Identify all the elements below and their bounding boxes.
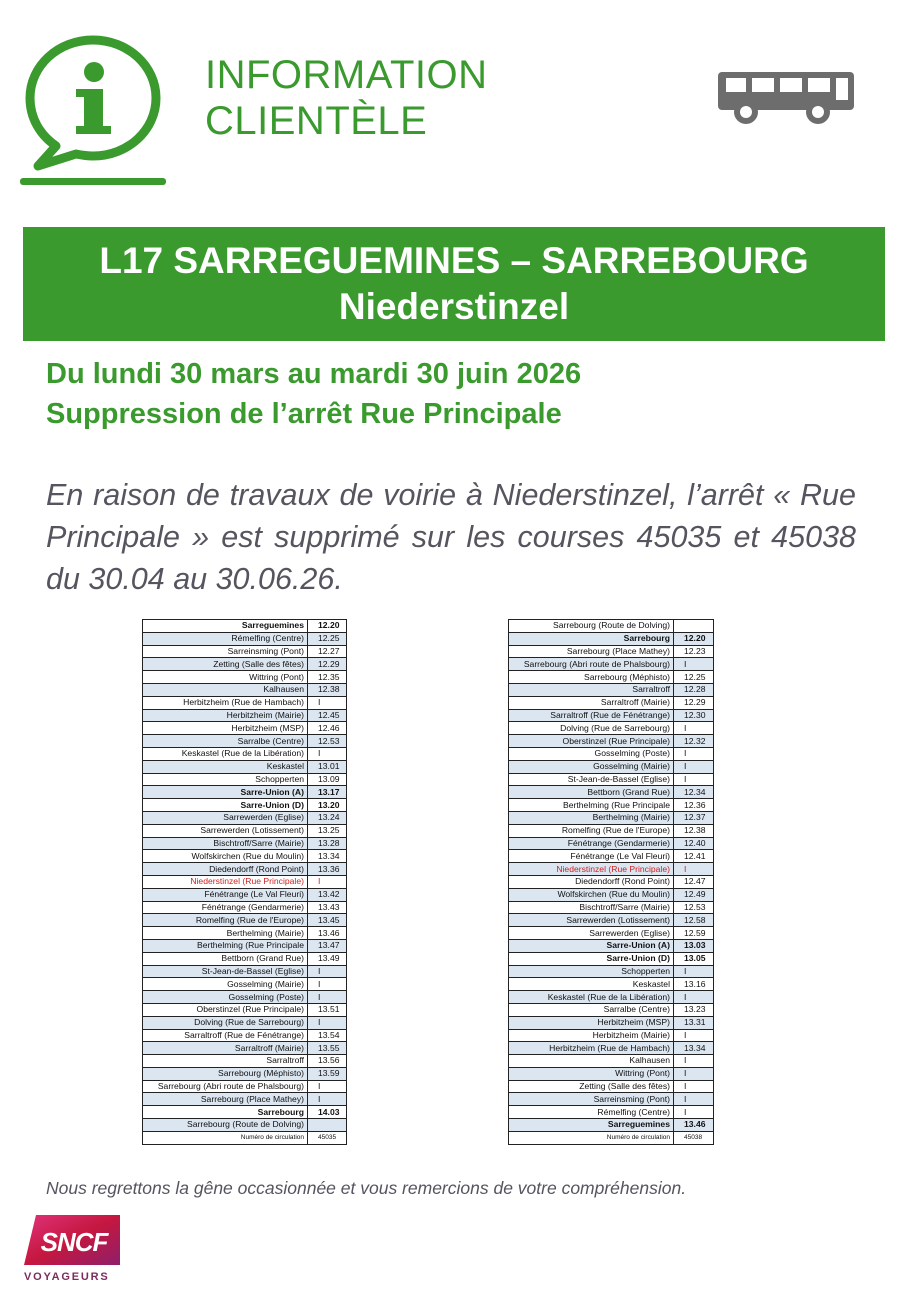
stop-name: Sarrebourg (Route de Dolving) [143, 1119, 308, 1132]
stop-time: I [308, 1016, 347, 1029]
circulation-number: 45038 [674, 1131, 714, 1144]
stop-time: 13.28 [308, 837, 347, 850]
stop-name: Sarraltroff (Mairie) [143, 1042, 308, 1055]
timetable-row [143, 850, 347, 863]
sncf-logo [22, 1213, 122, 1268]
timetable-row [143, 632, 347, 645]
timetable-row [143, 1093, 347, 1106]
stop-time: I [674, 1093, 714, 1106]
stop-name: Dolving (Rue de Sarrebourg) [509, 722, 674, 735]
stop-time: I [308, 875, 347, 888]
stop-name: Oberstinzel (Rue Principale) [143, 1003, 308, 1016]
stop-time: 12.45 [308, 709, 347, 722]
timetable-row [509, 1093, 714, 1106]
timetable-row [509, 658, 714, 671]
stop-name: Sarralbe (Centre) [143, 735, 308, 748]
stop-time: 12.49 [674, 888, 714, 901]
stop-time: 13.03 [674, 939, 714, 952]
stop-time: I [674, 658, 714, 671]
stop-name: Niederstinzel (Rue Principale) [509, 863, 674, 876]
timetable-row [509, 952, 714, 965]
stop-name: Rémelfing (Centre) [143, 632, 308, 645]
stop-name: Gosselming (Mairie) [143, 978, 308, 991]
stop-time: 13.17 [308, 786, 347, 799]
stop-time: I [674, 1055, 714, 1068]
stop-name: Schopperten [509, 965, 674, 978]
stop-time: 13.56 [308, 1055, 347, 1068]
stop-time: I [674, 863, 714, 876]
stop-time: 13.45 [308, 914, 347, 927]
stop-name: Sarre-Union (A) [509, 939, 674, 952]
stop-name: Sarrebourg [509, 632, 674, 645]
timetable-row [143, 620, 347, 633]
stop-name: Herbitzheim (Rue de Hambach) [509, 1042, 674, 1055]
stop-time: 12.25 [674, 671, 714, 684]
timetable-row [143, 901, 347, 914]
stop-name: Sarre-Union (D) [509, 952, 674, 965]
notice-subtitle [46, 354, 581, 434]
stop-name: Bettborn (Grand Rue) [143, 952, 308, 965]
stop-name: Fénétrange (Le Val Fleuri) [509, 850, 674, 863]
stop-name: Sarre-Union (A) [143, 786, 308, 799]
stop-name: Keskastel [143, 760, 308, 773]
stop-time: 12.29 [308, 658, 347, 671]
stop-name: Kalhausen [509, 1055, 674, 1068]
timetable-row [143, 683, 347, 696]
circulation-number: 45035 [308, 1131, 347, 1144]
stop-time: 12.32 [674, 735, 714, 748]
stop-name: Herbitzheim (Rue de Hambach) [143, 696, 308, 709]
stop-time: 12.23 [674, 645, 714, 658]
stop-name: Sarrebourg (Route de Dolving) [509, 620, 674, 633]
info-bubble-icon [18, 34, 168, 188]
stop-time: 13.34 [308, 850, 347, 863]
line-banner [23, 227, 885, 341]
stop-name: Keskastel (Rue de la Libération) [509, 991, 674, 1004]
timetable-row [143, 709, 347, 722]
timetable-row [143, 658, 347, 671]
timetable-row [143, 1029, 347, 1042]
stop-name: Berthelming (Mairie) [509, 811, 674, 824]
timetable-row [143, 1042, 347, 1055]
stop-name: Sarreinsming (Pont) [509, 1093, 674, 1106]
stop-time: 12.29 [674, 696, 714, 709]
stop-time: 12.40 [674, 837, 714, 850]
timetable-row [509, 671, 714, 684]
stop-name: Schopperten [143, 773, 308, 786]
stop-name: Sarreguemines [509, 1119, 674, 1132]
timetable-row [509, 1003, 714, 1016]
stop-time: I [674, 760, 714, 773]
stop-name: Berthelming (Rue Principale [509, 799, 674, 812]
circulation-label: Numéro de circulation [509, 1131, 674, 1144]
stop-name: St-Jean-de-Bassel (Eglise) [143, 965, 308, 978]
stop-time: I [308, 1080, 347, 1093]
stop-time: 13.46 [674, 1119, 714, 1132]
stop-name: Sarreguemines [143, 620, 308, 633]
timetable-row [509, 888, 714, 901]
stop-name: Zetting (Salle des fêtes) [143, 658, 308, 671]
timetable-row [509, 620, 714, 633]
timetable-row [143, 927, 347, 940]
stop-time: I [674, 1067, 714, 1080]
timetable-row [509, 991, 714, 1004]
timetable-row [509, 837, 714, 850]
stop-name: Bettborn (Grand Rue) [509, 786, 674, 799]
stop-time: 13.34 [674, 1042, 714, 1055]
stop-time: 13.36 [308, 863, 347, 876]
stop-name: Rémelfing (Centre) [509, 1106, 674, 1119]
stop-name: Wittring (Pont) [143, 671, 308, 684]
stop-name: Dolving (Rue de Sarrebourg) [143, 1016, 308, 1029]
stop-time: 12.47 [674, 875, 714, 888]
bus-icon [716, 70, 856, 128]
timetable-row [509, 632, 714, 645]
timetable-row [509, 773, 714, 786]
timetable-row [143, 645, 347, 658]
timetable-row [509, 824, 714, 837]
timetable-row [509, 1106, 714, 1119]
subtitle-dates: Du lundi 30 mars au mardi 30 juin 2026 [46, 358, 582, 390]
timetable-row [143, 939, 347, 952]
stop-name: Sarraltroff (Rue de Fénétrange) [509, 709, 674, 722]
stop-time: I [674, 722, 714, 735]
timetable-row [143, 1067, 347, 1080]
timetable-row [509, 875, 714, 888]
timetable-row [143, 722, 347, 735]
stop-time: 13.54 [308, 1029, 347, 1042]
banner-location: Niederstinzel [338, 286, 570, 327]
stop-time: 12.37 [674, 811, 714, 824]
stop-time: I [308, 965, 347, 978]
stop-name: Romelfing (Rue de l'Europe) [509, 824, 674, 837]
banner-line-title: L17 SARREGUEMINES – SARREBOURG [99, 240, 809, 281]
stop-name: Sarraltroff (Mairie) [509, 696, 674, 709]
timetable-row [509, 799, 714, 812]
timetable-row [509, 735, 714, 748]
stop-time: 13.20 [308, 799, 347, 812]
stop-name: Sarraltroff [143, 1055, 308, 1068]
timetable-row [143, 863, 347, 876]
stop-name: Keskastel (Rue de la Libération) [143, 747, 308, 760]
timetable-row [509, 786, 714, 799]
timetable-row [143, 875, 347, 888]
stop-name: Fénétrange (Gendarmerie) [509, 837, 674, 850]
stop-name: Sarraltroff [509, 683, 674, 696]
timetable-row [143, 671, 347, 684]
stop-name: Sarrebourg (Méphisto) [509, 671, 674, 684]
timetable-row [143, 1080, 347, 1093]
stop-time: 12.28 [674, 683, 714, 696]
stop-name: Sarrebourg (Abri route de Phalsbourg) [143, 1080, 308, 1093]
timetable-row [143, 1119, 347, 1132]
stop-time: 13.01 [308, 760, 347, 773]
stop-name: Sarrebourg (Méphisto) [143, 1067, 308, 1080]
timetable-row [509, 696, 714, 709]
stop-time: I [308, 978, 347, 991]
stop-name: St-Jean-de-Bassel (Eglise) [509, 773, 674, 786]
stop-time: 12.27 [308, 645, 347, 658]
circulation-label: Numéro de circulation [143, 1131, 308, 1144]
stop-time: 13.16 [674, 978, 714, 991]
stop-time: 13.59 [308, 1067, 347, 1080]
stop-name: Wolfskirchen (Rue du Moulin) [509, 888, 674, 901]
stop-name: Keskastel [509, 978, 674, 991]
sncf-logo-text: SNCF [40, 1227, 108, 1257]
stop-time: 12.46 [308, 722, 347, 735]
timetable-row [509, 1055, 714, 1068]
stop-name: Herbitzheim (MSP) [143, 722, 308, 735]
stop-time: 13.05 [674, 952, 714, 965]
timetable-row [509, 645, 714, 658]
stop-name: Niederstinzel (Rue Principale) [143, 875, 308, 888]
stop-time: I [308, 747, 347, 760]
stop-name: Fénétrange (Gendarmerie) [143, 901, 308, 914]
stop-time: I [308, 696, 347, 709]
timetable-footer-row [509, 1131, 714, 1144]
timetable-row [143, 965, 347, 978]
stop-name: Herbitzheim (Mairie) [509, 1029, 674, 1042]
timetable-45038 [508, 619, 714, 1145]
stop-time: I [674, 991, 714, 1004]
stop-name: Zetting (Salle des fêtes) [509, 1080, 674, 1093]
stop-time: I [674, 1106, 714, 1119]
timetable-row [509, 978, 714, 991]
stop-time: 12.25 [308, 632, 347, 645]
stop-name: Fénétrange (Le Val Fleuri) [143, 888, 308, 901]
stop-name: Diedendorff (Rond Point) [509, 875, 674, 888]
timetable-row [143, 696, 347, 709]
info-title [205, 52, 488, 144]
timetable-row [143, 1055, 347, 1068]
timetable-row [509, 1080, 714, 1093]
stop-time: 12.34 [674, 786, 714, 799]
stop-time: 12.53 [674, 901, 714, 914]
stop-time: I [674, 1029, 714, 1042]
timetable-row [143, 747, 347, 760]
stop-time: 12.36 [674, 799, 714, 812]
timetable-row [143, 914, 347, 927]
stop-time [308, 1119, 347, 1132]
timetable-row [143, 799, 347, 812]
timetable-row [143, 735, 347, 748]
stop-name: Gosselming (Poste) [143, 991, 308, 1004]
timetable-row [509, 760, 714, 773]
stop-time: 13.55 [308, 1042, 347, 1055]
stop-name: Bischtroff/Sarre (Mairie) [509, 901, 674, 914]
stop-time: I [308, 1093, 347, 1106]
stop-name: Gosselming (Poste) [509, 747, 674, 760]
stop-name: Bischtroff/Sarre (Mairie) [143, 837, 308, 850]
timetable-row [143, 760, 347, 773]
stop-name: Wittring (Pont) [509, 1067, 674, 1080]
stop-time: 14.03 [308, 1106, 347, 1119]
stop-name: Sarrewerden (Eglise) [509, 927, 674, 940]
stop-name: Sarrewerden (Lotissement) [143, 824, 308, 837]
stop-time: 13.47 [308, 939, 347, 952]
stop-name: Diedendorff (Rond Point) [143, 863, 308, 876]
stop-time: 13.23 [674, 1003, 714, 1016]
stop-name: Sarrebourg [143, 1106, 308, 1119]
stop-name: Sarraltroff (Rue de Fénétrange) [143, 1029, 308, 1042]
timetable-row [509, 722, 714, 735]
timetable-row [509, 811, 714, 824]
stop-time: I [674, 1080, 714, 1093]
stop-time: I [308, 991, 347, 1004]
timetable-row [143, 978, 347, 991]
timetable-row [143, 786, 347, 799]
timetable-row [509, 939, 714, 952]
stop-time: 13.09 [308, 773, 347, 786]
notice-body: En raison de travaux de voirie à Niederstinzel, l’arrêt « Rue Principale » est supprimé sur les courses 45035 et 45038 du 30.04 au 30.06.26. [46, 478, 856, 596]
stop-name: Sarre-Union (D) [143, 799, 308, 812]
info-title-line1: INFORMATION [205, 53, 488, 97]
timetable-row [509, 1067, 714, 1080]
timetable-row [509, 901, 714, 914]
stop-time [674, 620, 714, 633]
stop-name: Romelfing (Rue de l'Europe) [143, 914, 308, 927]
stop-time: 12.38 [674, 824, 714, 837]
stop-name: Kalhausen [143, 683, 308, 696]
stop-time: 13.25 [308, 824, 347, 837]
stop-time: 13.51 [308, 1003, 347, 1016]
stop-time: 13.42 [308, 888, 347, 901]
timetable-row [509, 1119, 714, 1132]
timetable-row [509, 927, 714, 940]
timetable-row [509, 863, 714, 876]
timetable-row [509, 1042, 714, 1055]
stop-time: 12.20 [674, 632, 714, 645]
timetable-row [509, 1016, 714, 1029]
stop-name: Herbitzheim (Mairie) [143, 709, 308, 722]
timetable-footer-row [143, 1131, 347, 1144]
timetable-45035 [142, 619, 347, 1145]
timetable-row [509, 747, 714, 760]
stop-time: 13.31 [674, 1016, 714, 1029]
sncf-voyageurs: VOYAGEURS [24, 1271, 110, 1283]
stop-time: 12.53 [308, 735, 347, 748]
timetable-row [143, 1106, 347, 1119]
subtitle-change: Suppression de l’arrêt Rue Principale [46, 398, 562, 430]
timetable-row [509, 850, 714, 863]
stop-time: I [674, 747, 714, 760]
stop-time: I [674, 965, 714, 978]
stop-name: Sarrebourg (Place Mathey) [509, 645, 674, 658]
stop-time: 12.38 [308, 683, 347, 696]
stop-name: Sarrebourg (Place Mathey) [143, 1093, 308, 1106]
timetable-row [143, 888, 347, 901]
stop-name: Oberstinzel (Rue Principale) [509, 735, 674, 748]
stop-name: Sarrebourg (Abri route de Phalsbourg) [509, 658, 674, 671]
stop-time: 12.41 [674, 850, 714, 863]
stop-name: Sarrewerden (Lotissement) [509, 914, 674, 927]
stop-time: 12.58 [674, 914, 714, 927]
stop-name: Berthelming (Rue Principale [143, 939, 308, 952]
stop-name: Sarrewerden (Eglise) [143, 811, 308, 824]
stop-time: 13.49 [308, 952, 347, 965]
timetable-row [509, 709, 714, 722]
timetable-row [509, 965, 714, 978]
stop-time: 12.35 [308, 671, 347, 684]
timetable-row [143, 824, 347, 837]
stop-time: 12.59 [674, 927, 714, 940]
stop-time: I [674, 773, 714, 786]
timetable-row [143, 773, 347, 786]
info-title-line2: CLIENTÈLE [205, 99, 428, 143]
stop-name: Sarreinsming (Pont) [143, 645, 308, 658]
timetable-row [143, 811, 347, 824]
timetable-row [509, 914, 714, 927]
timetable-row [509, 683, 714, 696]
stop-time: 12.20 [308, 620, 347, 633]
stop-name: Gosselming (Mairie) [509, 760, 674, 773]
stop-name: Sarralbe (Centre) [509, 1003, 674, 1016]
stop-name: Berthelming (Mairie) [143, 927, 308, 940]
timetable-row [143, 1016, 347, 1029]
timetable-row [143, 952, 347, 965]
stop-time: 13.43 [308, 901, 347, 914]
timetable-row [143, 1003, 347, 1016]
timetable-row [509, 1029, 714, 1042]
timetable-row [143, 991, 347, 1004]
stop-name: Herbitzheim (MSP) [509, 1016, 674, 1029]
stop-time: 13.24 [308, 811, 347, 824]
stop-name: Wolfskirchen (Rue du Moulin) [143, 850, 308, 863]
stop-time: 13.46 [308, 927, 347, 940]
stop-time: 12.30 [674, 709, 714, 722]
timetable-row [143, 837, 347, 850]
footer-note: Nous regrettons la gêne occasionnée et vous remercions de votre compréhension. [46, 1178, 687, 1198]
